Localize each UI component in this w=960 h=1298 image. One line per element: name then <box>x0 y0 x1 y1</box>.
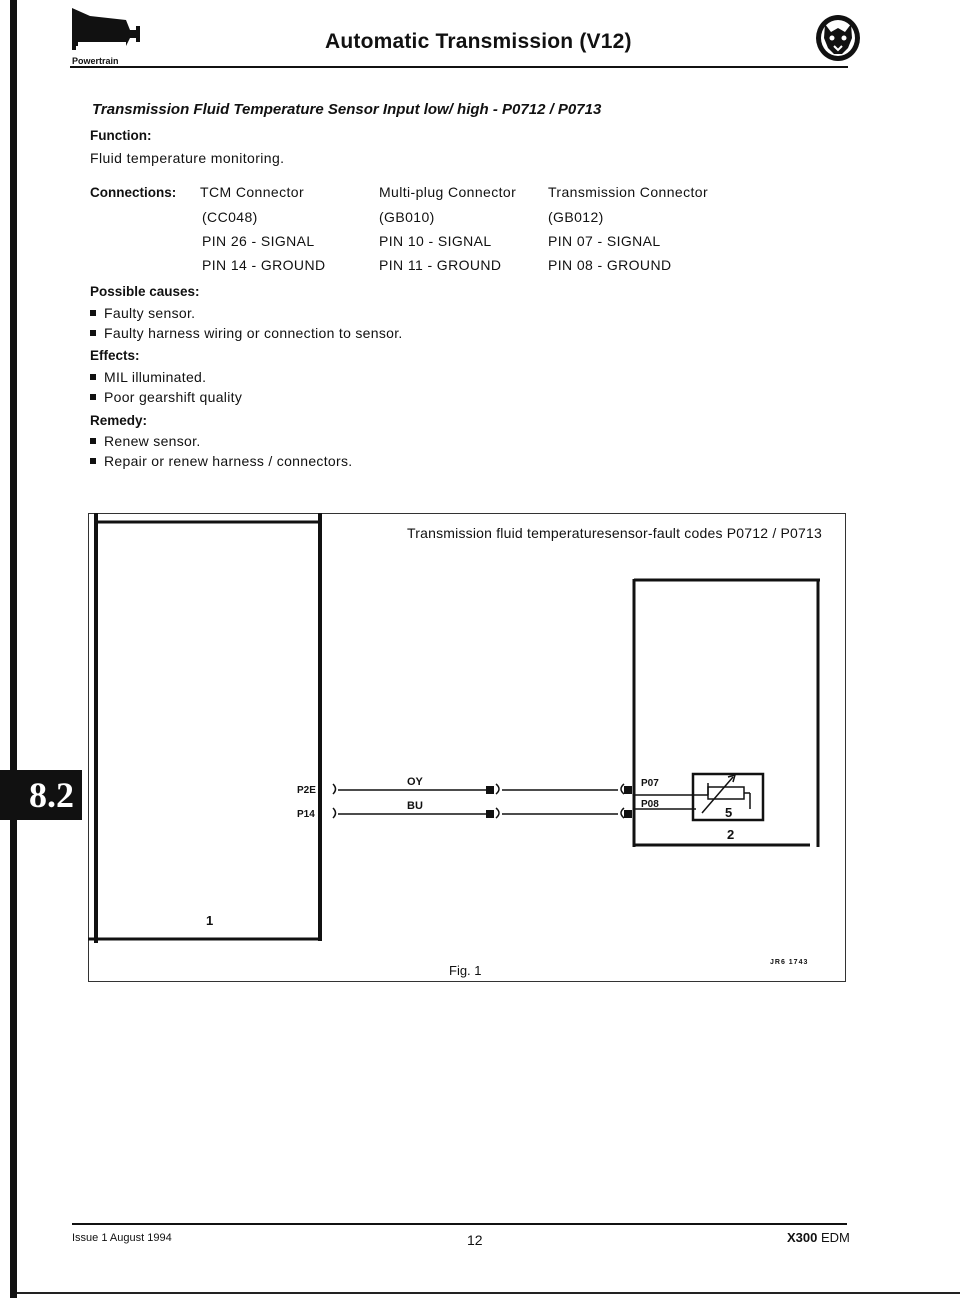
footer-rule <box>72 1223 847 1225</box>
wiring-diagram <box>88 513 846 982</box>
left-margin-bar <box>10 0 17 1298</box>
jaguar-emblem-icon <box>812 12 864 64</box>
tcm-connector-name: TCM Connector <box>200 184 305 200</box>
multiplug-pin-ground: PIN 11 - GROUND <box>379 257 502 273</box>
wire-label-bu: BU <box>407 800 423 812</box>
transmission-connector-name: Transmission Connector <box>548 184 709 200</box>
list-item: Poor gearshift quality <box>90 389 242 405</box>
page-number: 12 <box>467 1232 483 1248</box>
pin-label-p14: P14 <box>297 809 315 820</box>
transmission-connector-code: (GB012) <box>548 209 604 225</box>
component-number-5: 5 <box>725 805 733 820</box>
section-heading: Transmission Fluid Temperature Sensor Input low/ high - P0712 / P0713 <box>92 101 602 118</box>
powertrain-logo-icon <box>70 6 148 56</box>
list-item: Faulty sensor. <box>90 305 195 321</box>
header-rule <box>70 66 848 68</box>
footer-model: X300 EDM <box>787 1230 850 1245</box>
figure-title: Transmission fluid temperaturesensor-fault codes P0712 / P0713 <box>407 525 822 541</box>
causes-label: Possible causes: <box>90 284 200 299</box>
pin-label-p07: P07 <box>641 778 659 789</box>
page-title: Automatic Transmission (V12) <box>325 30 632 53</box>
component-number-1: 1 <box>206 913 214 928</box>
figure-reference-code: JR6 1743 <box>770 959 809 966</box>
thermistor-symbol <box>708 787 744 799</box>
list-item: Faulty harness wiring or connection to sensor. <box>90 325 403 341</box>
multiplug-pin-signal: PIN 10 - SIGNAL <box>379 233 492 249</box>
section-number-tab: 8.2 <box>0 770 82 820</box>
remedy-label: Remedy: <box>90 413 148 428</box>
component-number-2: 2 <box>727 827 735 842</box>
transmission-pin-ground: PIN 08 - GROUND <box>548 257 672 273</box>
footer-issue: Issue 1 August 1994 <box>72 1232 172 1244</box>
list-item: Repair or renew harness / connectors. <box>90 453 352 469</box>
function-label: Function: <box>90 128 152 143</box>
tcm-pin-signal: PIN 26 - SIGNAL <box>202 233 315 249</box>
figure-label: Fig. 1 <box>449 963 482 978</box>
pin-label-p2e: P2E <box>297 785 316 796</box>
multiplug-connector-code: (GB010) <box>379 209 435 225</box>
transmission-pin-signal: PIN 07 - SIGNAL <box>548 233 661 249</box>
bottom-border-line <box>17 1292 960 1294</box>
list-item: Renew sensor. <box>90 433 201 449</box>
section-tag: Powertrain <box>72 56 119 66</box>
multiplug-connector-name: Multi-plug Connector <box>379 184 517 200</box>
pin-label-p08: P08 <box>641 799 659 810</box>
function-text: Fluid temperature monitoring. <box>90 150 285 166</box>
tcm-connector-code: (CC048) <box>202 209 258 225</box>
tcm-pin-ground: PIN 14 - GROUND <box>202 257 326 273</box>
wire-label-oy: OY <box>407 776 423 788</box>
connections-label: Connections: <box>90 185 177 200</box>
list-item: MIL illuminated. <box>90 369 206 385</box>
effects-label: Effects: <box>90 348 140 363</box>
